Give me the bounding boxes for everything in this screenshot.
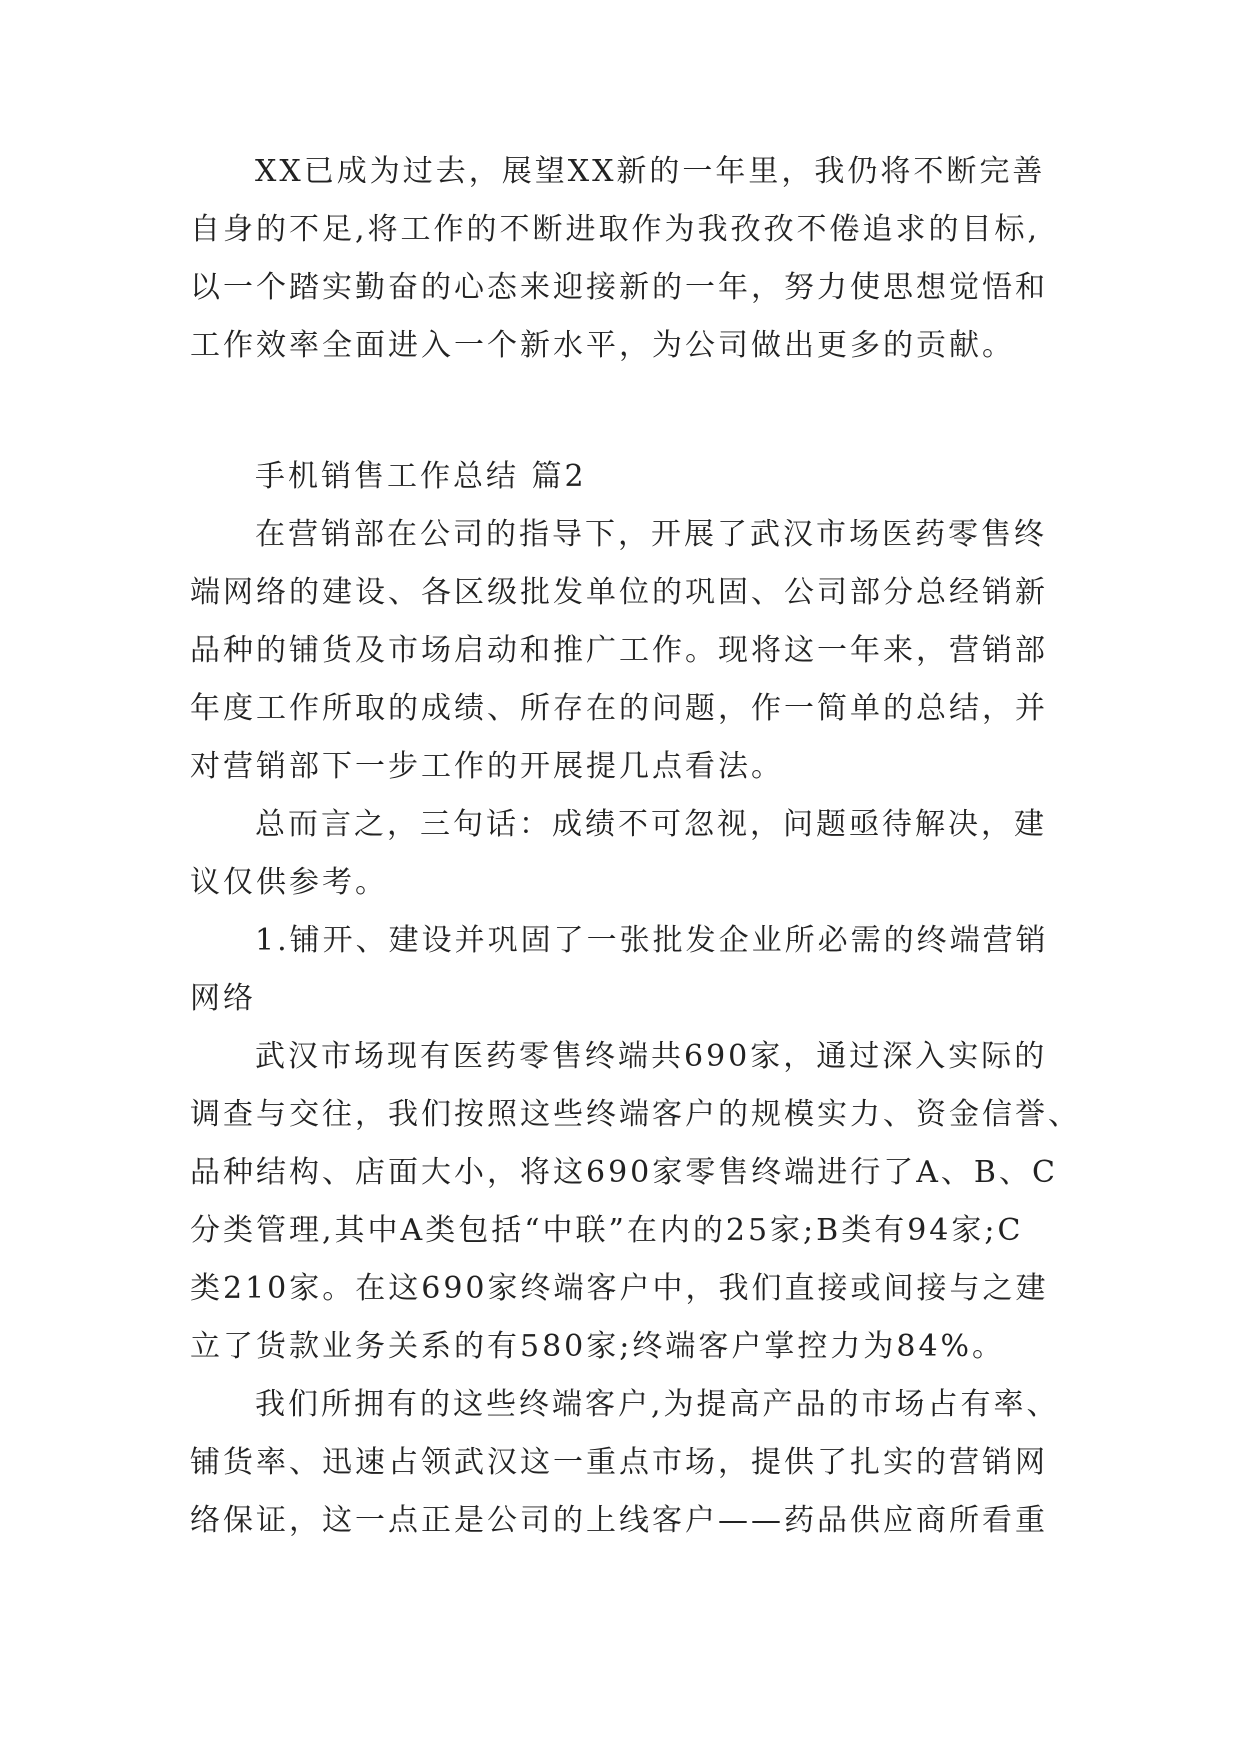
paragraph-line: 分类管理,其中A类包括“中联”在内的25家;B类有94家;C xyxy=(190,1213,1024,1248)
paragraph-line: 自身的不足,将工作的不断进取作为我孜孜不倦追求的目标, xyxy=(190,212,1041,247)
paragraph-line: 端网络的建设、各区级批发单位的巩固、公司部分总经销新 xyxy=(190,575,1048,610)
paragraph-line: 武汉市场现有医药零售终端共690家，通过深入实际的 xyxy=(255,1039,1048,1074)
paragraph-line: 品种结构、店面大小，将这690家零售终端进行了A、B、C xyxy=(190,1155,1058,1190)
paragraph-line: 络保证，这一点正是公司的上线客户——药品供应商所看重 xyxy=(190,1503,1048,1538)
paragraph-line: 工作效率全面进入一个新水平，为公司做出更多的贡献。 xyxy=(190,328,1015,363)
section-heading: 手机销售工作总结 篇2 xyxy=(255,459,587,494)
list-item-line: 1.铺开、建设并巩固了一张批发企业所必需的终端营销 xyxy=(255,923,1049,958)
list-item-line: 网络 xyxy=(190,981,256,1016)
paragraph-line: 调查与交往，我们按照这些终端客户的规模实力、资金信誉、 xyxy=(190,1097,1081,1132)
paragraph-line: 我们所拥有的这些终端客户,为提高产品的市场占有率、 xyxy=(255,1387,1060,1422)
paragraph-line: 总而言之，三句话：成绩不可忽视，问题亟待解决，建 xyxy=(255,807,1047,842)
paragraph-line: 对营销部下一步工作的开展提几点看法。 xyxy=(190,749,784,784)
paragraph-line: 品种的铺货及市场启动和推广工作。现将这一年来，营销部 xyxy=(190,633,1048,668)
paragraph-line: 铺货率、迅速占领武汉这一重点市场，提供了扎实的营销网 xyxy=(190,1445,1048,1480)
paragraph-line: XX已成为过去，展望XX新的一年里，我仍将不断完善 xyxy=(255,154,1046,189)
paragraph-line: 立了货款业务关系的有580家;终端客户掌控力为84%。 xyxy=(190,1329,1006,1364)
paragraph-line: 议仅供参考。 xyxy=(190,865,388,900)
paragraph-line: 类210家。在这690家终端客户中，我们直接或间接与之建 xyxy=(190,1271,1049,1306)
paragraph-line: 在营销部在公司的指导下，开展了武汉市场医药零售终 xyxy=(255,517,1047,552)
paragraph-line: 年度工作所取的成绩、所存在的问题，作一简单的总结，并 xyxy=(190,691,1048,726)
paragraph-line: 以一个踏实勤奋的心态来迎接新的一年，努力使思想觉悟和 xyxy=(190,270,1048,305)
